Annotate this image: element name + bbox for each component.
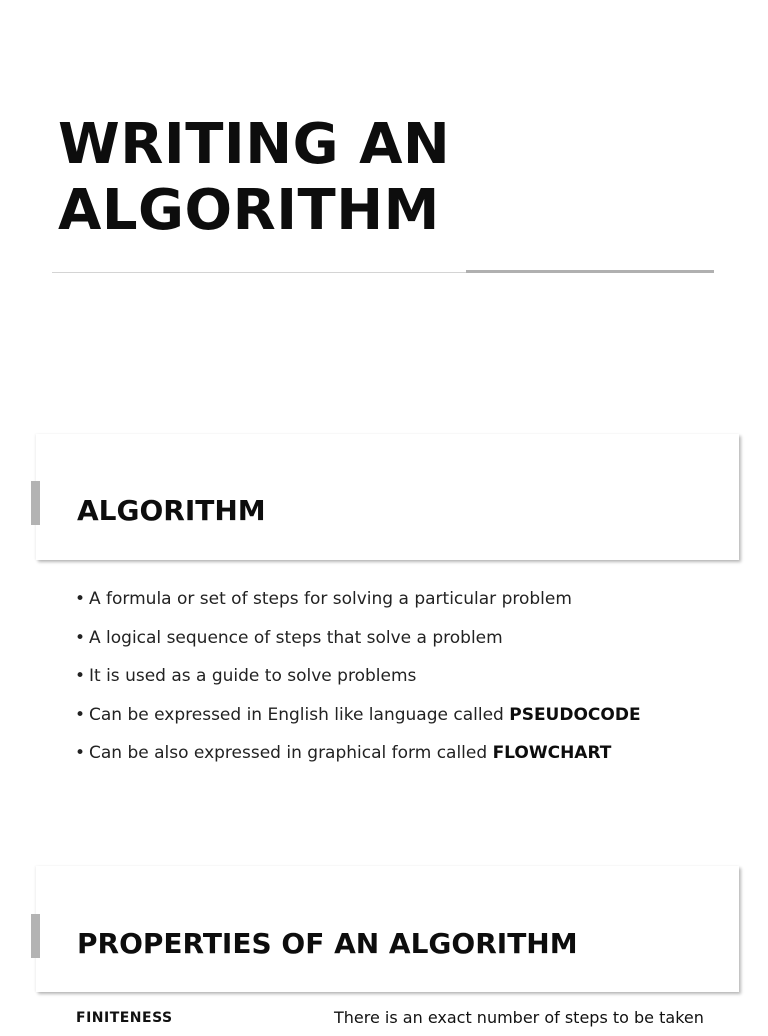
title-block xyxy=(58,112,718,244)
page-title-line-2: ALGORITHM xyxy=(58,178,440,243)
property-description: There is an exact number of steps to be taken xyxy=(334,1008,704,1027)
section-accent-bar xyxy=(31,481,40,525)
algorithm-bullet-list xyxy=(75,584,641,777)
list-item xyxy=(75,661,641,700)
page-title-line-1: WRITING AN xyxy=(58,112,451,177)
bullet-text: Can be also expressed in graphical form called xyxy=(89,743,493,764)
bullet-icon: • xyxy=(75,589,86,609)
list-item xyxy=(75,738,641,777)
section-accent-bar xyxy=(31,914,40,958)
property-name: FINITENESS xyxy=(76,1010,173,1026)
list-item xyxy=(75,584,641,623)
bullet-text: A logical sequence of steps that solve a problem xyxy=(89,627,503,648)
bullet-text: It is used as a guide to solve problems xyxy=(89,666,417,687)
section-heading-algorithm: ALGORITHM xyxy=(77,494,266,527)
bullet-icon: • xyxy=(75,743,86,764)
bullet-icon: • xyxy=(75,666,86,687)
title-divider-accent xyxy=(466,270,714,273)
list-item xyxy=(75,623,641,662)
section-card-algorithm xyxy=(36,434,739,560)
bullet-icon: • xyxy=(75,627,86,648)
section-card-properties xyxy=(36,866,739,992)
bullet-keyword-flowchart: FLOWCHART xyxy=(492,743,612,764)
property-row-finiteness xyxy=(76,1006,736,1036)
list-item xyxy=(75,700,641,739)
section-heading-properties: PROPERTIES OF AN ALGORITHM xyxy=(77,927,578,960)
bullet-keyword-pseudocode: PSEUDOCODE xyxy=(509,704,641,725)
page-title xyxy=(58,112,718,244)
bullet-text: A formula or set of steps for solving a particular problem xyxy=(89,589,572,609)
bullet-icon: • xyxy=(75,704,86,725)
bullet-text: Can be expressed in English like language called xyxy=(89,704,510,725)
